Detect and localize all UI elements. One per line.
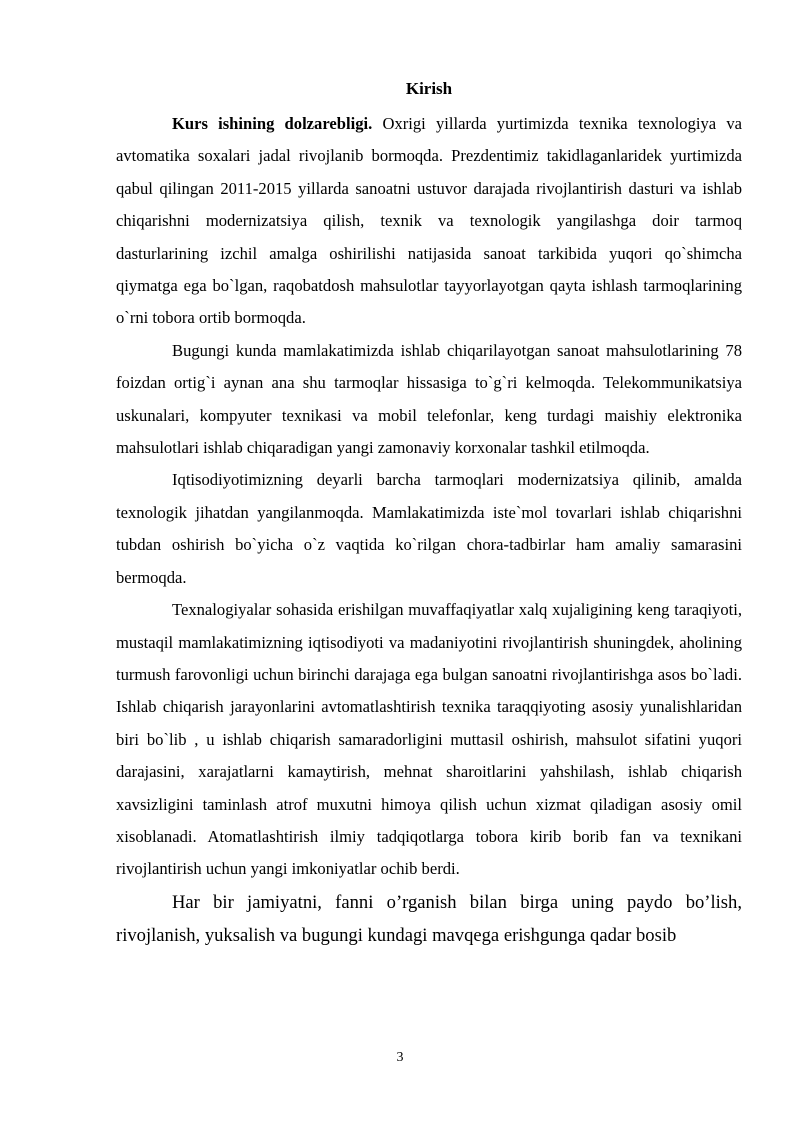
paragraph-relevance <box>116 108 742 335</box>
paragraph-automation: Texnalogiyalar sohasida erishilgan muvaffaqiyatlar xalq xujaligining keng taraqiyoti, mustaqil mamlakatimizning iqtisodiyoti va madaniyotini rivojlantirish shuningdek, aholining turmush farovonligi uchun birinchi darajaga ega bulgan sanoatni rivojlantirishga asos bo`ladi. Ishlab chiqarish jarayonlarini avtomatlashtirish texnika taraqqiyoting asosiy yunalishlaridan biri bo`lib , u ishlab chiqarish samaradorligini muttasil oshirish, mahsulot sifatini yuqori darajasini, xarajatlarni kamaytirish, mehnat sharoitlarini yahshilash, ishlab chiqarish xavsizligini taminlash atrof muxutni himoya qilish uchun xizmat qiladigan asosiy omil xisoblanadi. Atomatlashtirish ilmiy tadqiqotlarga tobora kirib borib fan va texnikani rivojlantirish uchun yangi imkoniyatlar ochib berdi. <box>116 600 742 879</box>
section-heading: Kirish <box>405 79 453 98</box>
paragraph-text: Oxrigi yillarda yurtimizda texnika texnologiya va avtomatika soxalari jadal rivojlanib bormoqda. Prezdentimiz takidlaganlaridek yurtimizda qabul qilingan 2011-2015 yillarda sanoatni ustuvor darajada rivojlantirish dasturi va ishlab chiqarishni modernizatsiya qilish, texnik va texnologik yangilashga doir tarmoq dasturlarining izchil amalga oshirilishi natijasida sanoat tarkibida yuqori qo`shimcha qiymatga ega bo`lgan, raqobatdosh mahsulotlar tayyorlayotgan qayta ishlash tarmoqlarining o`rni tobora ortib bormoqda. <box>116 114 742 328</box>
paragraph-society: Har bir jamiyatni, fanni o’rganish bilan birga uning paydo bo’lish, rivojlanish, yuksalish va bugungi kundagi mavqega erishgunga qadar bosib <box>116 891 742 947</box>
page-number: 3 <box>396 1050 404 1065</box>
paragraph-lead-bold: Kurs ishining dolzarebligi. <box>172 114 373 133</box>
paragraph-industry-share: Bugungi kunda mamlakatimizda ishlab chiqarilayotgan sanoat mahsulotlarining 78 foizdan ortig`i aynan ana shu tarmoqlar hissasiga to`g`ri kelmoqda. Telekommunikatsiya uskunalari, kompyuter texnikasi va mobil telefonlar, keng turdagi maishiy elektronika mahsulotlari ishlab chiqaradigan yangi zamonaviy korxonalar tashkil etilmoqda. <box>116 340 742 458</box>
paragraph-modernization: Iqtisodiyotimizning deyarli barcha tarmoqlari modernizatsiya qilinib, amalda texnologik jihatdan yangilanmoqda. Mamlakatimizda iste`mol tovarlari ishlab chiqarishni tubdan oshirish bo`yicha o`z vaqtida ko`rilgan chora-tadbirlar ham amaliy samarasini bermoqda. <box>116 470 742 587</box>
document-page <box>116 78 742 953</box>
